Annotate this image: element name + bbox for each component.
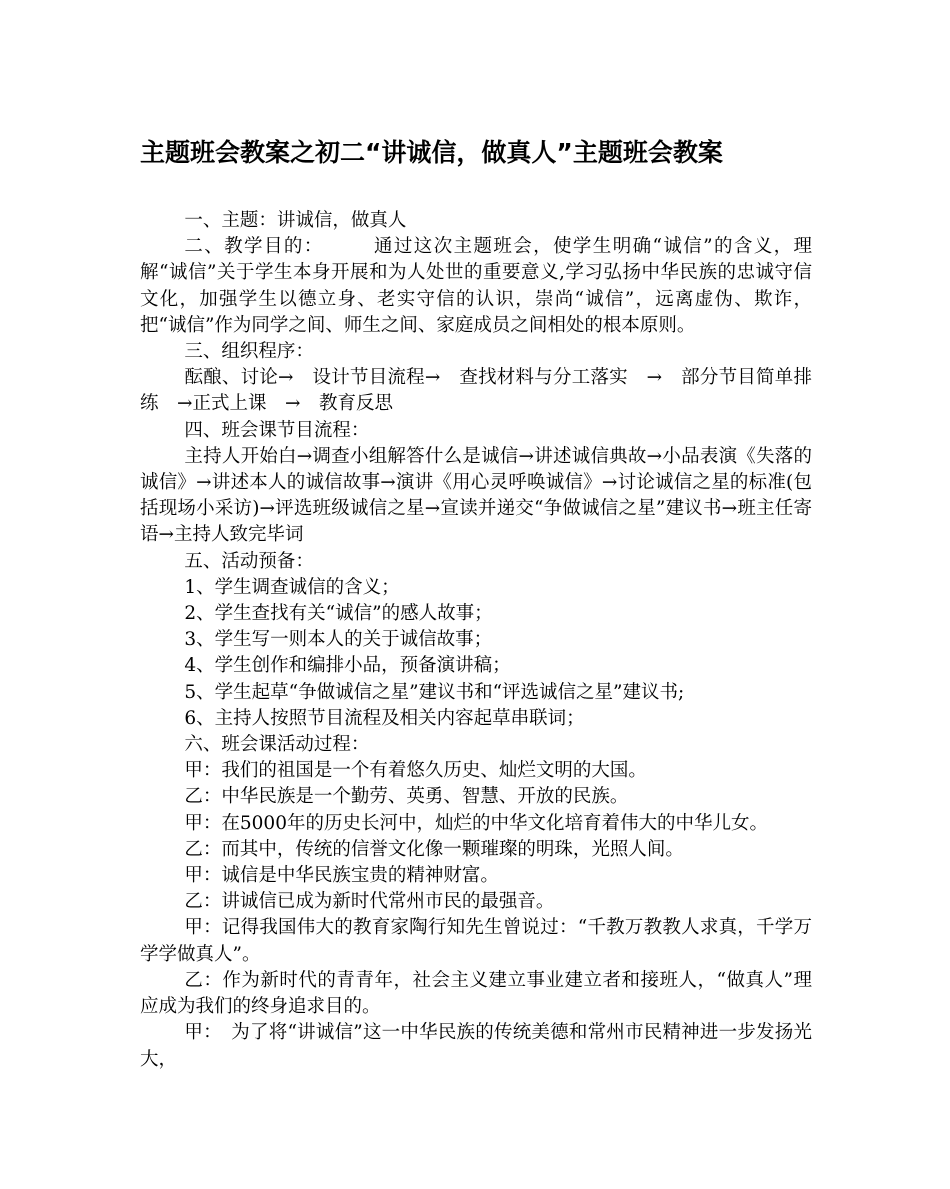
paragraph: 二、教学目的： 通过这次主题班会，使学生明确“诚信”的含义，理解“诚信”关于学生本身开展和为人处世的重要意义,学习弘扬中华民族的忠诚守信文化，加强学生以德立身、老实守信的认识，崇尚“诚信”，远离虚伪、欺诈，把“诚信”作为同学之间、师生之间、家庭成员之间相处的根本原则。 <box>140 236 812 336</box>
list-item: 6、主持人按照节目流程及相关内容起草串联词； <box>184 707 585 729</box>
paragraph: 三、组织程序： <box>184 341 314 363</box>
dialogue-line: 甲： 为了将“讲诚信”这一中华民族的传统美德和常州市民精神进一步发扬光大， <box>140 1022 812 1070</box>
paragraph: 酝酿、讨论→ 设计节目流程→ 查找材料与分工落实 → 部分节目简单排练 →正式上课 → 教育反思 <box>140 367 812 415</box>
list-item: 4、学生创作和编排小品，预备演讲稿； <box>184 655 511 677</box>
paragraph: 四、班会课节目流程： <box>184 419 370 441</box>
dialogue-line: 乙：讲诚信已成为新时代常州市民的最强音。 <box>184 891 555 913</box>
page-title: 主题班会教案之初二“讲诚信，做真人”主题班会教案 <box>140 138 723 167</box>
dialogue-line: 甲：我们的祖国是一个有着悠久历史、灿烂文明的大国。 <box>184 760 647 782</box>
list-item: 1、学生调查诚信的含义； <box>184 576 400 598</box>
dialogue-line: 甲：诚信是中华民族宝贵的精神财富。 <box>184 865 499 887</box>
paragraph: 一、主题：讲诚信，做真人 <box>184 210 407 231</box>
dialogue-line: 甲：在5000年的历史长河中，灿烂的中华文化培育着伟大的中华儿女。 <box>184 812 768 834</box>
list-item: 5、学生起草“争做诚信之星”建议书和“评选诚信之星”建议书; <box>184 681 685 703</box>
dialogue-line: 乙：中华民族是一个勤劳、英勇、智慧、开放的民族。 <box>184 786 629 808</box>
paragraph: 五、活动预备： <box>184 550 314 572</box>
dialogue-line: 乙：作为新时代的青青年，社会主义建立事业建立者和接班人，“做真人”理应成为我们的终身追求目的。 <box>140 969 812 1018</box>
dialogue-line: 甲：记得我国伟大的教育家陶行知先生曾说过：“千教万教教人求真，千学万学学做真人”。 <box>140 917 812 965</box>
list-item: 2、学生查找有关“诚信”的感人故事； <box>184 603 493 625</box>
document-body <box>140 208 812 1073</box>
paragraph: 主持人开始白→调查小组解答什么是诚信→讲述诚信典故→小品表演《失落的诚信》→讲述本人的诚信故事→演讲《用心灵呼唤诚信》→讨论诚信之星的标准(包括现场小采访)→评选班级诚信之星→宣读并递交“争做诚信之星”建议书→班主任寄语→主持人致完毕词 <box>140 445 812 546</box>
paragraph: 六、班会课活动过程： <box>184 734 370 756</box>
dialogue-line: 乙：而其中，传统的信誉文化像一颗璀璨的明珠，光照人间。 <box>184 838 684 860</box>
list-item: 3、学生写一则本人的关于诚信故事； <box>184 629 493 651</box>
